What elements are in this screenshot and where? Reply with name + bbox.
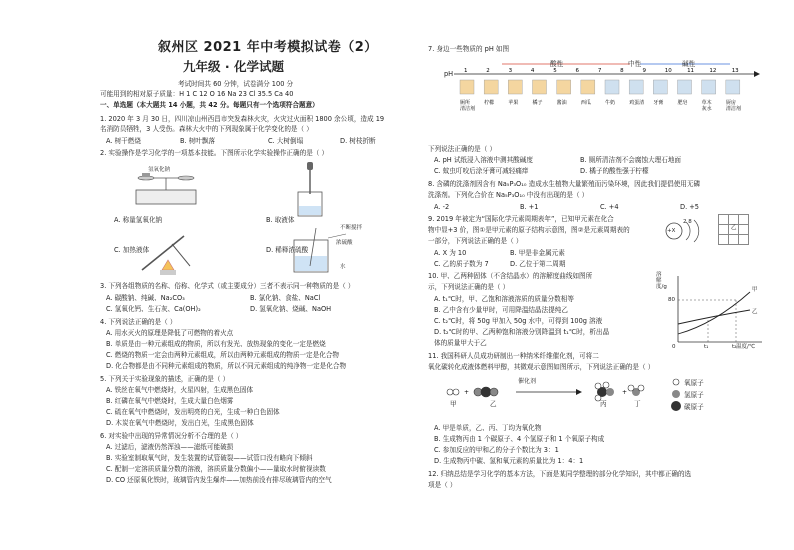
ph-tick-4: 4 [530,68,535,74]
ph-item-label: 肥皂 [677,100,688,106]
molecule-name-yi: 乙 [490,400,497,408]
base-label: 碱性 [682,60,696,68]
q10-option-a: A. t₁℃时，甲、乙饱和溶液溶质的质量分数相等 [434,295,574,303]
q11-option-b: B. 生成物丙由 1 个碳原子、4 个氢原子和 1 个氧原子构成 [434,435,605,443]
stir-label: 不断搅拌 [340,225,363,231]
ph-item-label: 牙膏 [653,100,664,106]
curve-a-label: 甲 [752,287,758,293]
neutral-label: 中性 [628,60,642,68]
q2-stem: 2. 实验操作是学习化学的一项基本技能。下图所示化学实验操作正确的是（ ） [100,149,329,157]
q9-stem-line3: 一部分，下列说法正确的是（ ） [428,237,523,245]
grid-element-label: 乙 [731,225,737,231]
acid-label: 浓硫酸 [336,240,353,246]
q1-stem-line2: 名消防员牺牲，3 人受伤。森林大火中的下列现象属于化学变化的是（ ） [100,125,313,133]
q6-option-a: A. 过滤后，滤液仍然浑浊——滤纸可能破损 [106,443,234,451]
q4-option-c: C. 燃烧的物质一定会由两种元素组成，所以由两种元素组成的物质一定是化合物 [106,351,339,359]
q4-option-a: A. 用水灭火的原理是降低了可燃物的着火点 [106,329,234,337]
q10-option-d: D. t₂℃时的甲、乙两种饱和溶液分别降温到 t₁℃时，析出晶 [434,328,610,336]
ph-item-label: 厨房清洁剂 [725,100,741,112]
chart-x-label: 温度/℃ [736,344,756,350]
q8-option-d: D. +5 [680,203,699,211]
q12-stem-line1: 12. 归纳总结是学习化学的基本方法，下面是某同学整理的部分化学知识，其中都正确的选 [428,470,692,478]
atomic-masses: 可能用到的相对原子质量：H 1 C 12 O 16 Na 23 Cl 35.5 Ca 40 [100,90,294,98]
acid-label: 酸性 [550,60,564,68]
q10-stem-line1: 10. 甲、乙两种固体（不含结晶水）的溶解度曲线如图所 [428,272,593,280]
chart-x-tick-0: 0 [672,344,676,350]
svg-text:+: + [464,389,470,396]
ph-item-label: 柠檬 [484,100,495,106]
molecule-name-bing: 丙 [600,400,607,408]
q6-option-d: D. CO 还原氧化铁时，玻璃管内发生爆炸——加热前没有排尽玻璃管内的空气 [106,476,332,484]
q1-option-d: D. 树枝折断 [340,137,376,145]
q3-option-d: D. 氢氧化钠、烧碱、NaOH [250,305,332,313]
q4-stem: 4. 下列说法正确的是（ ） [100,318,177,326]
ph-item-label: 橘子 [532,100,543,106]
q11-option-d: D. 生成物丙中碳、氢和氧元素的质量比为 1：4：1 [434,457,584,465]
q1-option-b: B. 树叶飘落 [180,137,216,145]
legend-hydrogen: 氢原子 [684,391,704,399]
q7-option-a: A. pH 试纸浸入溶液中测其酸碱度 [434,156,533,164]
ph-item-swatch [533,80,547,94]
ph-tick-6: 6 [575,68,580,74]
ph-axis-label: pH [444,70,454,78]
q7-option-b: B. 厕所清洁剂不会腐蚀大理石地面 [580,156,682,164]
q1-option-c: C. 大树倒塌 [268,137,304,145]
q3-option-a: A. 碳酸钠、纯碱、Na₂CO₃ [106,294,185,302]
q11-stem-line1: 11. 我国科研人员成功研制出一种纳米纤维催化剂，可将二 [428,352,599,360]
q3-option-b: B. 氯化钠、食盐、NaCl [250,294,321,302]
q2-option-d: D. 稀释浓硫酸 [266,246,309,254]
section-heading: 一、单选题（本大题共 14 小题，共 42 分。每题只有一个选项符合题意） [100,101,319,109]
ph-item-label: 鸡蛋清 [629,100,645,106]
q11-option-c: C. 参加反应的甲和乙的分子个数比为 3：1 [434,446,559,454]
atom-nucleus-label: +X [667,228,676,234]
q8-option-a: A. -2 [434,203,450,211]
q10-stem-line2: 示，下列说法正确的是（ ） [428,283,510,291]
ph-tick-10: 10 [664,68,672,74]
q7-option-c: C. 蚊虫叮咬后涂牙膏可减轻痛痒 [434,167,529,175]
ph-item-label: 苹果 [508,100,519,106]
dropper-figure [290,160,330,220]
q5-option-c: C. 硫在氧气中燃烧时，发出明亮的白光，生成一种白色固体 [106,408,280,416]
molecule-figure [436,374,756,414]
ph-item-label: 牛奶 [605,100,616,106]
q8-option-b: B. +1 [520,203,539,211]
chart-y-label: 溶解度/g [656,272,667,290]
legend-carbon: 碳原子 [684,403,704,411]
ph-item-swatch [508,80,522,94]
catalyst-label: 催化剂 [518,378,537,385]
ph-item-swatch [678,80,692,94]
chart-y-tick: 80 [668,297,675,303]
q2-option-c: C. 加热液体 [114,246,150,254]
page-subtitle: 九年级 · 化学试题 [183,59,284,74]
q3-stem: 3. 下列各组物质的名称、俗称、化学式（或主要成分）三者不表示同一种物质的是（ ） [100,282,355,290]
chart-x-tick-2: t₂ [732,344,737,350]
ph-item-swatch [653,80,667,94]
q1-option-a: A. 树干燃烧 [106,137,141,145]
q5-option-b: B. 红磷在氧气中燃烧时，生成大量白色烟雾 [106,397,234,405]
water-label: 水 [340,264,346,270]
q9-option-a: A. X 为 10 [434,249,467,257]
curve-b [678,310,750,324]
q7-option-d: D. 橘子的酸性强于柠檬 [580,167,649,175]
ph-item-swatch [557,80,571,94]
q8-stem-line2: 洗涤剂。下列化合价在 Na₅P₃O₁₀ 中没有出现的是（ ） [428,191,589,199]
ph-scale-figure [440,60,760,136]
ph-item-swatch [605,80,619,94]
legend-oxygen: 氧原子 [684,379,704,387]
q1-stem-line1: 1. 2020 年 3 月 30 日，四川凉山州西昌市突发森林火灾，火灾过火面积 1800 余公顷，造成 19 [100,115,385,123]
q10-option-b: B. 乙中含有少量甲时，可用降温结晶法提纯乙 [434,306,568,314]
q6-option-c: C. 配制一定溶质质量分数的溶液，溶质质量分数偏小——量取水时俯视读数 [106,465,326,473]
q4-option-b: B. 单质是由一种元素组成的物质，所以有发光、放热现象的变化一定是燃烧 [106,340,326,348]
ph-tick-1: 1 [464,68,468,74]
q3-option-c: C. 氢氧化钙、生石灰、Ca(OH)₂ [106,305,201,313]
ph-tick-2: 2 [486,68,490,74]
ph-item-label: 西瓜 [580,100,591,106]
q5-option-d: D. 木炭在氧气中燃烧时，发出白光，生成黑色固体 [106,419,254,427]
ph-item-swatch [581,80,595,94]
ph-tick-5: 5 [553,68,557,74]
q9-option-c: C. 乙的质子数为 7 [434,260,489,268]
ph-item-swatch [702,80,716,94]
q11-option-a: A. 甲是单质，乙、丙、丁均为氧化物 [434,424,542,432]
ph-item-label: 酱油 [556,100,567,106]
ph-item-swatch [629,80,643,94]
q2-option-a: A. 称量氢氧化钠 [114,216,163,224]
ph-item-label: 草木灰水 [701,100,712,112]
q6-option-b: B. 实验室制取氧气时，发生装置的试管破裂——试管口没有略向下倾斜 [106,454,313,462]
atom-shells-label: 2 8 [683,219,692,225]
ph-tick-12: 12 [709,68,717,74]
q10-option-c: C. t₂℃时，将 50g 甲加入 50g 水中，可得到 100g 溶液 [434,317,603,325]
q6-stem: 6. 对实验中出现的异常情况分析不合理的是（ ） [100,432,243,440]
q2-option-b: B. 取液体 [266,216,295,224]
q9-option-d: D. 乙位于第二周期 [510,260,566,268]
molecule-name-jia: 甲 [450,400,457,408]
page-title: 叙州区 2021 年中考模拟试卷（2） [158,40,378,55]
molecule-name-ding: 丁 [634,400,641,408]
q7-stem: 7. 身边一些物质的 pH 如图 [428,45,510,53]
curve-b-label: 乙 [752,309,758,315]
ph-tick-8: 8 [620,68,624,74]
ph-item-swatch [460,80,474,94]
q4-option-d: D. 化合物都是由不同种元素组成的物质，所以不同元素组成的纯净物一定是化合物 [106,362,347,370]
ph-item-swatch [726,80,740,94]
q8-stem-line1: 8. 含磷的洗涤剂因含有 Na₅P₃O₁₀ 造成水生植物大量繁殖而污染环境，因此我们提倡使用无磷 [428,180,701,188]
q9-option-b: B. 甲是非金属元素 [510,249,565,257]
q10-option-d-cont: 体的质量甲大于乙 [434,339,487,347]
q12-stem-line2: 项是（ ） [428,481,457,489]
q9-stem-line1: 9. 2019 年被定为“国际化学元素周期表年”，已知甲元素在化合 [428,215,614,223]
exam-info: 考试时间共 60 分钟，试卷满分 100 分 [178,80,294,88]
q9-stem-line2: 物中显+3 价，图①是甲元素的原子结构示意图，图②是元素周期表的 [428,226,630,234]
chart-x-tick-1: t₁ [704,344,709,350]
ph-tick-13: 13 [731,68,739,74]
q5-option-a: A. 铁丝在氧气中燃烧时，火星四射，生成黑色固体 [106,386,254,394]
q5-stem: 5. 下列关于实验现象的描述，正确的是（ ） [100,375,230,383]
q8-option-c: C. +4 [600,203,619,211]
balance-label: 氢氧化钠 [148,167,171,173]
ph-item-label: 厕所清洁剂 [460,100,476,112]
ph-item-swatch [484,80,498,94]
q11-stem-line2: 氧化碳转化成液体燃料甲醇，其微观示意图如图所示，下列说法正确的是（ ） [428,363,655,371]
grid-cell [738,234,749,245]
svg-text:+: + [622,389,628,396]
ph-tick-7: 7 [597,68,602,74]
q7-question: 下列说法正确的是（ ） [428,145,497,153]
curve-a [678,292,750,334]
ph-tick-3: 3 [508,68,513,74]
ph-tick-9: 9 [642,68,646,74]
ph-tick-11: 11 [687,68,695,74]
